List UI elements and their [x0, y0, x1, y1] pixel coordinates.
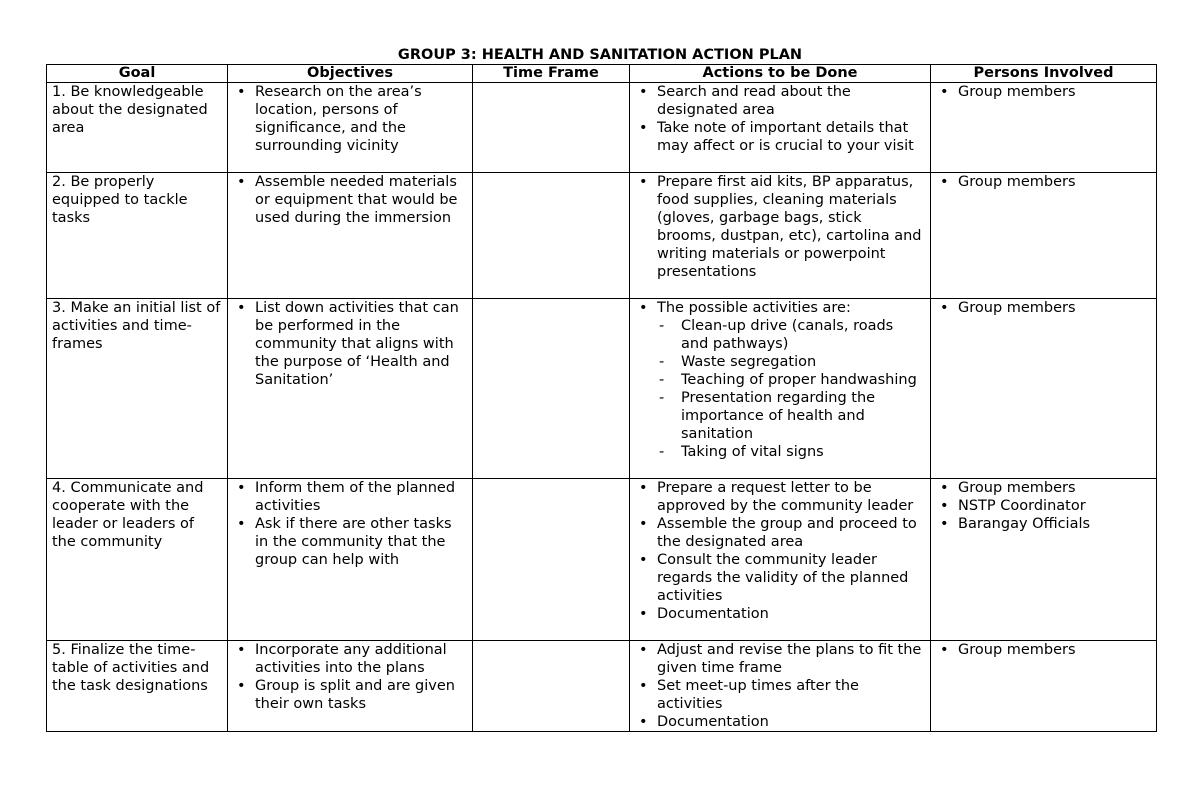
action-item: • Assemble the group and proceed to the designated area: [657, 515, 925, 551]
table-row: [47, 173, 1157, 299]
table-row: [47, 299, 1157, 479]
goal-cell: 2. Be properly equipped to tackle tasks: [47, 173, 228, 299]
sub-activity-item: - Presentation regarding the importance of health and sanitation: [681, 389, 925, 443]
sub-activity-item: - Taking of vital signs: [681, 443, 925, 461]
persons-cell: [931, 641, 1157, 732]
persons-cell: [931, 479, 1157, 641]
sub-activity-list: [657, 317, 925, 461]
persons-cell: [931, 299, 1157, 479]
action-item: • Prepare a request letter to be approved by the community leader: [657, 479, 925, 515]
time-frame-cell: [473, 83, 630, 173]
actions-cell: [630, 299, 931, 479]
actions-cell: [630, 173, 931, 299]
action-item: • Documentation: [657, 605, 925, 623]
objectives-cell: [228, 173, 473, 299]
action-plan-table: [46, 64, 1157, 732]
objective-item: • Ask if there are other tasks in the community that the group can help with: [255, 515, 467, 569]
objective-item: • List down activities that can be performed in the community that aligns with the purpose of ‘Health and Sanitation’: [255, 299, 467, 389]
objectives-cell: [228, 479, 473, 641]
header-time-frame: Time Frame: [473, 65, 630, 83]
goal-cell: 3. Make an initial list of activities and time-frames: [47, 299, 228, 479]
actions-cell: [630, 83, 931, 173]
action-item: • Take note of important details that may affect or is crucial to your visit: [657, 119, 925, 155]
goal-cell: 5. Finalize the time-table of activities and the task designations: [47, 641, 228, 732]
action-item: • Adjust and revise the plans to fit the given time frame: [657, 641, 925, 677]
persons-cell: [931, 173, 1157, 299]
action-item: • Set meet-up times after the activities: [657, 677, 925, 713]
time-frame-cell: [473, 173, 630, 299]
table-row: [47, 479, 1157, 641]
person-item: • Group members: [958, 83, 1151, 101]
objective-item: • Research on the area’s location, persons of significance, and the surrounding vicinity: [255, 83, 467, 155]
person-item: • Group members: [958, 641, 1151, 659]
table-row: [47, 641, 1157, 732]
objective-item: • Inform them of the planned activities: [255, 479, 467, 515]
objectives-cell: [228, 641, 473, 732]
action-item: • Consult the community leader regards the validity of the planned activities: [657, 551, 925, 605]
objective-item: • Incorporate any additional activities into the plans: [255, 641, 467, 677]
action-item: [657, 299, 925, 461]
time-frame-cell: [473, 299, 630, 479]
document-title: GROUP 3: HEALTH AND SANITATION ACTION PLAN: [397, 47, 803, 63]
actions-cell: [630, 479, 931, 641]
sub-activity-item: - Waste segregation: [681, 353, 925, 371]
sub-activity-item: - Clean-up drive (canals, roads and pathways): [681, 317, 925, 353]
header-goal: Goal: [47, 65, 228, 83]
objective-item: • Assemble needed materials or equipment that would be used during the immersion: [255, 173, 467, 227]
goal-cell: 4. Communicate and cooperate with the leader or leaders of the community: [47, 479, 228, 641]
action-item: • Search and read about the designated area: [657, 83, 925, 119]
time-frame-cell: [473, 641, 630, 732]
person-item: • NSTP Coordinator: [958, 497, 1151, 515]
persons-cell: [931, 83, 1157, 173]
action-item: • Documentation: [657, 713, 925, 731]
person-item: • Group members: [958, 299, 1151, 317]
table-row: [47, 83, 1157, 173]
goal-cell: 1. Be knowledgeable about the designated area: [47, 83, 228, 173]
header-objectives: Objectives: [228, 65, 473, 83]
header-persons: Persons Involved: [931, 65, 1157, 83]
action-item-text: The possible activities are:: [657, 300, 851, 316]
actions-cell: [630, 641, 931, 732]
objectives-cell: [228, 299, 473, 479]
action-item: • Prepare first aid kits, BP apparatus, food supplies, cleaning materials (gloves, garbage bags, stick brooms, dustpan, etc), cartolina and writing materials or powerpoint presentations: [657, 173, 925, 281]
person-item: • Group members: [958, 173, 1151, 191]
sub-activity-item: - Teaching of proper handwashing: [681, 371, 925, 389]
person-item: • Barangay Officials: [958, 515, 1151, 533]
objective-item: • Group is split and are given their own tasks: [255, 677, 467, 713]
header-actions: Actions to be Done: [630, 65, 931, 83]
person-item: • Group members: [958, 479, 1151, 497]
table-header-row: [47, 65, 1157, 83]
objectives-cell: [228, 83, 473, 173]
time-frame-cell: [473, 479, 630, 641]
